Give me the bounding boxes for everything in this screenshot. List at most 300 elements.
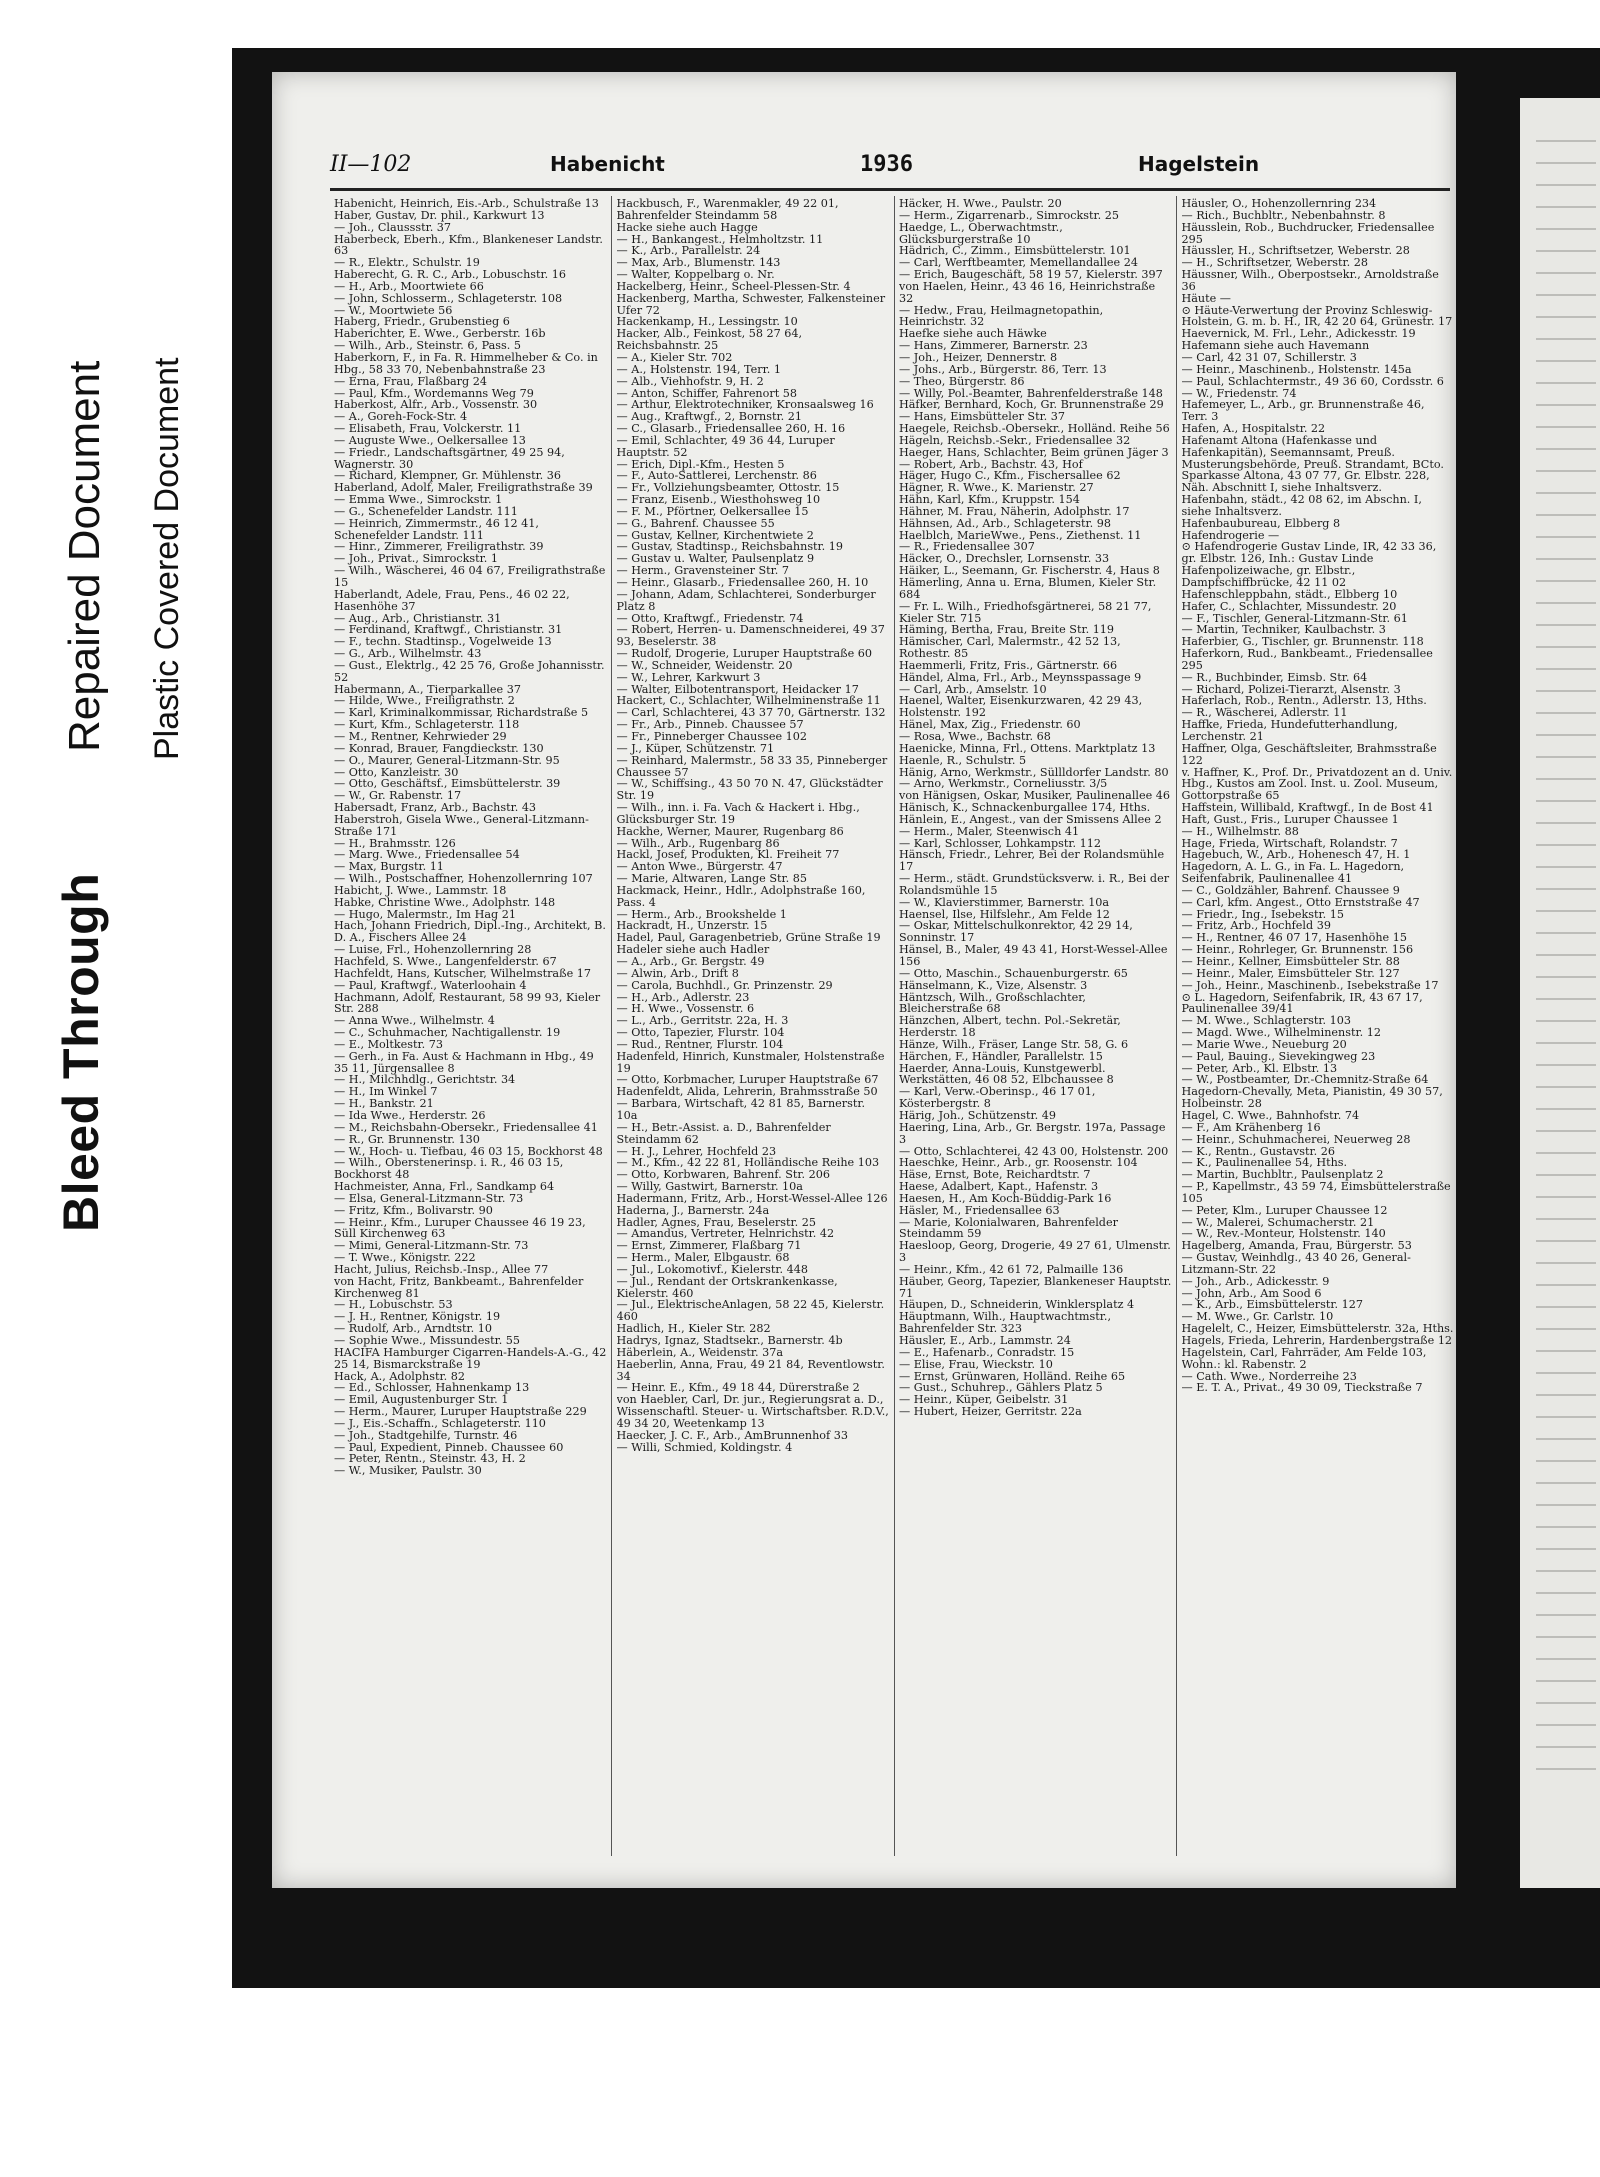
directory-entry: — H., Wilhelmstr. 88 (1181, 824, 1299, 838)
directory-entry: — Herm., Zigarrenarb., Simrockstr. 25 (899, 208, 1119, 222)
directory-entry: Hänel, Max, Zig., Friedenstr. 60 (899, 718, 1081, 732)
directory-entry: Hänisch, K., Schnackenburgallee 174, Hths. (899, 801, 1151, 815)
directory-entry: Hacker, Alb., Feinkost, 58 27 64, Reichsbahnstr. 25 (616, 327, 803, 353)
directory-entry: — Carl, 42 31 07, Schillerstr. 3 (1181, 350, 1357, 364)
directory-entry: — Johann, Adam, Schlachterei, Sonderburger Platz 8 (616, 587, 876, 613)
directory-entry: — Joh., Privat., Simrockstr. 1 (334, 552, 499, 566)
directory-entry: — Jul., Lokomotivf., Kielerstr. 448 (616, 1262, 808, 1276)
directory-entry: Haberstroh, Gisela Wwe., General-Litzmann-Straße 171 (334, 812, 589, 838)
directory-entry: — F., Tischler, General-Litzmann-Str. 61 (1181, 611, 1408, 625)
directory-entry: Hachfeld, S. Wwe., Langenfelderstr. 67 (334, 955, 557, 968)
directory-entry: Hafen, A., Hospitalstr. 22 (1181, 422, 1326, 436)
directory-entry: — H., Lobuschstr. 53 (334, 1298, 453, 1312)
directory-entry: — R., Wäscherei, Adlerstr. 11 (1181, 706, 1348, 720)
directory-entry: — Elisabeth, Frau, Volckerstr. 11 (334, 422, 522, 436)
directory-entry: — Friedr., Landschaftsgärtner, 49 25 94, Wagnerstr. 30 (334, 445, 565, 471)
directory-entry: — G., Bahrenf. Chaussee 55 (616, 516, 775, 530)
directory-entry: Hadler, Agnes, Frau, Beselerstr. 25 (616, 1215, 816, 1229)
directory-entry: Haferkorn, Rud., Bankbeamt., Friedensallee 295 (1181, 647, 1433, 672)
directory-entry: — Otto, Korbwaren, Bahrenf. Str. 206 (616, 1168, 830, 1182)
directory-entry: — Carl, Arb., Amselstr. 10 (899, 682, 1047, 696)
directory-entry: — Ernst, Grünwaren, Holländ. Reihe 65 (899, 1369, 1126, 1383)
directory-entry: — Emil, Augustenburger Str. 1 (334, 1393, 509, 1407)
directory-entry: Hafemann siehe auch Havemann (1181, 339, 1370, 353)
directory-entry: — E., Moltkestr. 73 (334, 1037, 443, 1051)
directory-entry: — J., Eis.-Schaffn., Schlageterstr. 110 (334, 1416, 546, 1430)
directory-entry: Hänlein, E., Angest., van der Smissens Allee 2 (899, 812, 1162, 826)
directory-entry: — Herm., Arb., Brookshelde 1 (616, 907, 787, 921)
directory-entry: Händel, Alma, Frl., Arb., Meynsspassage 9 (899, 670, 1142, 684)
directory-entry: — Carl, Werftbeamter, Memellandallee 24 (899, 256, 1138, 270)
directory-entry: Hagebuch, W., Arb., Hohenesch 47, H. 1 (1181, 848, 1411, 862)
directory-entry: — Wilh., inn. i. Fa. Vach & Hackert i. Hbg., Glücksburger Str. 19 (616, 801, 860, 826)
directory-entry: — Fr., Vollziehungsbeamter, Ottostr. 15 (616, 481, 840, 495)
directory-entry: — Heinr., Kfm., 42 61 72, Palmaille 136 (899, 1262, 1124, 1276)
directory-entry: — H., Bankangest., Helmholtzstr. 11 (616, 232, 824, 246)
directory-entry: — F. M., Pförtner, Oelkersallee 15 (616, 504, 809, 518)
directory-entry: — Heinr., Glasarb., Friedensallee 260, H. 10 (616, 576, 869, 589)
directory-entry: — Wilh., Arb., Rugenbarg 86 (616, 836, 780, 850)
directory-entry: Härig, Joh., Schützenstr. 49 (899, 1108, 1056, 1122)
directory-entry: — Erna, Frau, Flaßbarg 24 (334, 374, 487, 388)
directory-entry: Hagelelt, C., Heizer, Eimsbüttelerstr. 32a, Hths. (1181, 1322, 1454, 1336)
directory-entry: — Johs., Arb., Bürgerstr. 86, Terr. 13 (899, 362, 1107, 376)
directory-entry: — Gustav, Kellner, Kirchentwiete 2 (616, 528, 814, 542)
directory-entry: Häger, Hugo C., Kfm., Fischersallee 62 (899, 469, 1121, 483)
directory-entry: Hackenkamp, H., Lessingstr. 10 (616, 315, 798, 329)
directory-entry: — Emma Wwe., Simrockstr. 1 (334, 493, 503, 507)
directory-entry: — H., Arb., Moortwiete 66 (334, 279, 484, 293)
directory-entry: — W., Gr. Rabenstr. 17 (334, 789, 462, 803)
directory-entry: — H., Betr.-Assist. a. D., Bahrenfelder Steindamm 62 (616, 1120, 831, 1146)
directory-entry: ⊙ Hafendrogerie Gustav Linde, IR, 42 33 36, gr. Elbstr. 126, Inh.: Gustav Linde (1181, 540, 1437, 566)
directory-entry: — H., Im Winkel 7 (334, 1085, 438, 1099)
directory-entry: — Willi, Schmied, Koldingstr. 4 (616, 1440, 793, 1454)
directory-entry: — W., Schneider, Weidenstr. 20 (616, 658, 793, 672)
directory-entry: — W., Musiker, Paulstr. 30 (334, 1464, 482, 1478)
directory-entry: Hackhe, Werner, Maurer, Rugenbarg 86 (616, 824, 844, 838)
directory-column-3 (899, 198, 1172, 1858)
directory-entry: — Fr., Pinneberger Chaussee 102 (616, 729, 808, 743)
directory-entry: Hagelberg, Amanda, Frau, Bürgerstr. 53 (1181, 1239, 1412, 1253)
directory-entry: — Auguste Wwe., Oelkersallee 13 (334, 433, 526, 447)
directory-entry: — F., Auto-Sattlerei, Lerchenstr. 86 (616, 469, 817, 483)
directory-entry: — Martin, Techniker, Kaulbachstr. 3 (1181, 623, 1386, 637)
directory-entry: — T. Wwe., Königstr. 222 (334, 1251, 476, 1265)
directory-entry: Habersadt, Franz, Arb., Bachstr. 43 (334, 801, 537, 815)
directory-entry: — H. J., Lehrer, Hochfeld 23 (616, 1144, 777, 1158)
directory-entry: Hafendrogerie — (1181, 528, 1280, 542)
directory-entry: — A., Goreh-Fock-Str. 4 (334, 410, 468, 424)
directory-entry: — Gustav u. Walter, Paulsenplatz 9 (616, 552, 815, 566)
directory-entry: — Carl, kfm. Angest., Otto Ernststraße 47 (1181, 895, 1420, 909)
directory-entry: — Wilh., Arb., Steinstr. 6, Pass. 5 (334, 339, 522, 353)
directory-entry: Haferbier, G., Tischler, gr. Brunnenstr. 118 (1181, 635, 1424, 649)
directory-entry: Haeger, Hans, Schlachter, Beim grünen Jäger 3 (899, 445, 1169, 459)
directory-entry: Haering, Lina, Arb., Gr. Bergstr. 197a, Passage 3 (899, 1120, 1166, 1146)
directory-entry: Haecker, J. C. F., Arb., AmBrunnenhof 33 (616, 1428, 848, 1442)
directory-entry: HACIFA Hamburger Cigarren-Handels-A.-G., 42 25 14, Bismarckstraße 19 (334, 1345, 607, 1371)
directory-entry: — Franz, Eisenb., Wiesthohsweg 10 (616, 493, 821, 507)
directory-entry: Hafer, C., Schlachter, Missundestr. 20 (1181, 599, 1397, 613)
directory-entry: Häcker, H. Wwe., Paulstr. 20 (899, 198, 1062, 210)
directory-entry: — Friedr., Ing., Isebekstr. 15 (1181, 907, 1345, 921)
directory-entry: Haber, Gustav, Dr. phil., Karkwurt 13 (334, 208, 545, 222)
directory-entry: — Jul., Rendant der Ortskrankenkasse, Kielerstr. 460 (616, 1274, 838, 1300)
directory-entry: — Heinr. E., Kfm., 49 18 44, Dürerstraße 2 (616, 1381, 860, 1395)
directory-entry: Haelblch, MarieWwe., Pens., Ziethenst. 11 (899, 528, 1142, 542)
directory-entry: — Heinr., Schuhmacherei, Neuerweg 28 (1181, 1132, 1411, 1146)
directory-entry: — Paul, Kraftwgf., Waterloohain 4 (334, 978, 527, 992)
header-year: 1936 (860, 152, 913, 177)
directory-entry: Häusler, E., Arb., Lammstr. 24 (899, 1334, 1071, 1347)
directory-entry: — Joh., Stadtgehilfe, Turnstr. 46 (334, 1428, 518, 1442)
directory-entry: — Herm., städt. Grundstücksverw. i. R., Bei der Rolandsmühle 15 (899, 872, 1170, 897)
directory-entry: Haberbeck, Eberh., Kfm., Blankeneser Landstr. 63 (334, 232, 603, 258)
directory-entry: — W., Schiffsing., 43 50 70 N. 47, Glückstädter Str. 19 (616, 777, 883, 803)
directory-entry: Häiker, L., Seemann, Gr. Fischerstr. 4, Haus 8 (899, 564, 1160, 578)
directory-entry: — Paul, Kfm., Wordemanns Weg 79 (334, 386, 534, 400)
directory-entry: Häsler, M., Friedensallee 63 (899, 1203, 1060, 1217)
directory-entry: Häuptmann, Wilh., Hauptwachtmstr., Bahrenfelder Str. 323 (899, 1310, 1111, 1336)
directory-entry: — Otto, Maschin., Schauenburgerstr. 65 (899, 966, 1128, 980)
directory-entry: — Konrad, Brauer, Fangdieckstr. 130 (334, 741, 544, 755)
directory-entry: — Richard, Polizei-Tierarzt, Alsenstr. 3 (1181, 682, 1401, 696)
directory-entry: Haevernick, M. Frl., Lehr., Adickesstr. 19 (1181, 327, 1416, 341)
directory-entry: — Herm., Maler, Steenwisch 41 (899, 824, 1080, 838)
directory-entry: — C., Glasarb., Friedensallee 260, H. 16 (616, 422, 846, 436)
directory-entry: Haberecht, G. R. C., Arb., Lobuschstr. 16 (334, 268, 566, 282)
directory-entry: — Cath. Wwe., Norderreihe 23 (1181, 1369, 1357, 1383)
directory-entry: — Erich, Baugeschäft, 58 19 57, Kielerstr. 397 (899, 268, 1163, 282)
directory-entry: — Karl, Verw.-Oberinsp., 46 17 01, Kösterbergstr. 8 (899, 1085, 1096, 1111)
page-number: II—102 (330, 152, 412, 177)
directory-entry: — Ida Wwe., Herderstr. 26 (334, 1108, 486, 1122)
directory-entry: Häute — (1181, 291, 1231, 305)
directory-entry: — Arno, Werkmstr., Corneliusstr. 3/5 (899, 777, 1108, 791)
directory-entry: Hafemeyer, L., Arb., gr. Brunnenstraße 46, Terr. 3 (1181, 398, 1425, 424)
directory-entry: — Peter, Rentn., Steinstr. 43, H. 2 (334, 1452, 526, 1466)
directory-entry: — A., Kieler Str. 702 (616, 350, 733, 364)
directory-entry: — P., Kapellmstr., 43 59 74, Eimsbüttelerstraße 105 (1181, 1180, 1451, 1205)
directory-entry: — John, Schlosserm., Schlageterstr. 108 (334, 291, 563, 305)
directory-entry: Hacht, Julius, Reichsb.-Insp., Allee 77 (334, 1262, 549, 1276)
directory-entry: — Barbara, Wirtschaft, 42 81 85, Barnerstr. 10a (616, 1097, 866, 1122)
directory-entry: — Luise, Frl., Hohenzollernring 28 (334, 943, 532, 957)
directory-entry: Hägner, R. Wwe., K. Marienstr. 27 (899, 481, 1094, 495)
directory-entry: — Alwin, Arb., Drift 8 (616, 966, 739, 980)
directory-entry: Haesloop, Georg, Drogerie, 49 27 61, Ulmenstr. 3 (899, 1239, 1171, 1265)
directory-entry: — Max, Arb., Blumenstr. 143 (616, 256, 781, 270)
directory-entry: Häntzsch, Wilh., Großschlachter, Bleicherstraße 68 (899, 990, 1086, 1016)
directory-entry: Hähnsen, Ad., Arb., Schlageterstr. 98 (899, 516, 1112, 530)
directory-entry: Hagels, Frieda, Lehrerin, Hardenbergstraße 12 (1181, 1334, 1453, 1347)
directory-entry: — J. H., Rentner, Königstr. 19 (334, 1310, 501, 1324)
directory-entry: — Ernst, Zimmerer, Flaßbarg 71 (616, 1239, 802, 1253)
directory-entry: Haberkorn, F., in Fa. R. Himmelheber & Co. in Hbg., 58 33 70, Nebenbahnstraße 23 (334, 350, 598, 376)
directory-columns (334, 198, 1454, 1858)
directory-entry: — Joh., Claussstr. 37 (334, 220, 452, 234)
directory-entry: — Wilh., Wäscherei, 46 04 67, Freiligrathstraße 15 (334, 564, 606, 589)
header-rule (330, 188, 1450, 191)
directory-entry: — Max, Burgstr. 11 (334, 860, 444, 874)
directory-entry: — Rosa, Wwe., Bachstr. 68 (899, 729, 1051, 743)
directory-entry: — H., Rentner, 46 07 17, Hasenhöhe 15 (1181, 931, 1407, 945)
directory-entry: — H., Brahmsstr. 126 (334, 836, 456, 850)
directory-entry: — Willy, Pol.-Beamter, Bahrenfelderstraße 148 (899, 386, 1163, 400)
directory-entry: — Hilde, Wwe., Freiligrathstr. 2 (334, 694, 515, 708)
directory-entry: — W., Klavierstimmer, Barnerstr. 10a (899, 895, 1110, 909)
directory-entry: — Wilh., Postschaffner, Hohenzollernring 107 (334, 872, 593, 886)
directory-entry: — H., Milchhdlg., Gerichtstr. 34 (334, 1073, 516, 1087)
directory-entry: — Amandus, Vertreter, Helnrichstr. 42 (616, 1227, 835, 1241)
directory-entry: Hänig, Arno, Werkmstr., Süllldorfer Landstr. 80 (899, 765, 1169, 779)
directory-entry: — Mimi, General-Litzmann-Str. 73 (334, 1239, 529, 1253)
directory-entry: Haberichter, E. Wwe., Gerberstr. 16b (334, 327, 546, 341)
directory-entry: Hagel, C. Wwe., Bahnhofstr. 74 (1181, 1108, 1360, 1122)
directory-entry: Habermann, A., Tierparkallee 37 (334, 682, 521, 696)
directory-entry: Hackradt, H., Unzerstr. 15 (616, 919, 768, 933)
directory-entry: — Otto, Geschäftsf., Eimsbüttelerstr. 39 (334, 777, 561, 791)
directory-entry: — G., Schenefelder Landstr. 111 (334, 504, 518, 518)
directory-entry: Hadermann, Fritz, Arb., Horst-Wessel-Allee 126 (616, 1191, 888, 1205)
directory-entry: — Fr., Arb., Pinneb. Chaussee 57 (616, 718, 804, 732)
directory-entry: — W., Hoch- u. Tiefbau, 46 03 15, Bockhorst 48 (334, 1144, 603, 1158)
directory-entry: Haberkost, Alfr., Arb., Vossenstr. 30 (334, 398, 538, 412)
directory-entry: — Carola, Buchhdl., Gr. Prinzenstr. 29 (616, 978, 833, 992)
directory-entry: — Martin, Buchbltr., Paulsenplatz 2 (1181, 1168, 1384, 1182)
directory-entry: — Otto, Kraftwgf., Friedenstr. 74 (616, 611, 804, 625)
directory-entry: — E., Hafenarb., Conradstr. 15 (899, 1345, 1075, 1359)
directory-entry: Hackmack, Heinr., Hdlr., Adolphstraße 160, Pass. 4 (616, 883, 866, 909)
directory-entry: — Paul, Expedient, Pinneb. Chaussee 60 (334, 1440, 564, 1454)
directory-entry: — Gerh., in Fa. Aust & Hachmann in Hbg., 49 35 11, Jürgensallee 8 (334, 1049, 594, 1075)
directory-entry: — W., Malerei, Schumacherstr. 21 (1181, 1215, 1375, 1229)
directory-entry: — Elise, Frau, Wieckstr. 10 (899, 1357, 1053, 1371)
directory-entry: — W., Rev.-Monteur, Holstenstr. 140 (1181, 1227, 1386, 1241)
directory-entry: Hafenpolizeiwache, gr. Elbstr., Dampfschiffbrücke, 42 11 02 (1181, 564, 1356, 589)
directory-entry: Hämischer, Carl, Malermstr., 42 52 13, Rothestr. 85 (899, 635, 1121, 661)
directory-entry: von Hacht, Fritz, Bankbeamt., Bahrenfelder Kirchenweg 81 (334, 1274, 584, 1300)
directory-entry: Haedge, L., Oberwachtmstr., Glücksburgerstraße 10 (899, 220, 1063, 246)
directory-entry: Hänselmann, K., Vize, Alsenstr. 3 (899, 978, 1088, 992)
directory-entry: — Rich., Buchbltr., Nebenbahnstr. 8 (1181, 208, 1386, 222)
directory-entry: — R., Buchbinder, Eimsb. Str. 64 (1181, 670, 1368, 684)
directory-entry: Häupen, D., Schneiderin, Winklersplatz 4 (899, 1298, 1135, 1312)
directory-entry: — F., techn. Stadtinsp., Vogelweide 13 (334, 635, 552, 649)
directory-entry: — Heinr., Maler, Eimsbütteler Str. 127 (1181, 966, 1400, 980)
directory-entry: — Gustav, Stadtinsp., Reichsbahnstr. 19 (616, 540, 844, 554)
directory-entry: — A., Holstenstr. 194, Terr. 1 (616, 362, 781, 376)
directory-entry: — W., Postbeamter, Dr.-Chemnitz-Straße 64 (1181, 1073, 1429, 1087)
directory-entry: — J., Küper, Schützenstr. 71 (616, 741, 775, 755)
header-right-keyword: Hagelstein (1138, 152, 1260, 176)
directory-entry: — Rudolf, Drogerie, Luruper Hauptstraße 60 (616, 647, 872, 661)
directory-entry: — L., Arb., Gerritstr. 22a, H. 3 (616, 1014, 789, 1028)
label-repaired-document: Repaired Document (60, 360, 109, 752)
directory-entry: — F., Am Krähenberg 16 (1181, 1120, 1321, 1134)
directory-entry: — Hans, Zimmerer, Barnerstr. 23 (899, 339, 1088, 353)
directory-entry: — Heinrich, Zimmermstr., 46 12 41, Schenefelder Landstr. 111 (334, 516, 539, 542)
directory-entry: — K., Arb., Parallelstr. 24 (616, 244, 761, 258)
directory-entry: Hägeln, Reichsb.-Sekr., Friedensallee 32 (899, 433, 1131, 447)
directory-entry: — Herm., Maurer, Luruper Hauptstraße 229 (334, 1405, 587, 1419)
directory-entry: — H., Bankstr. 21 (334, 1097, 434, 1111)
directory-entry: Haberlandt, Adele, Frau, Pens., 46 02 22, Hasenhöhe 37 (334, 587, 570, 613)
directory-entry: — Marg. Wwe., Friedensallee 54 (334, 848, 520, 862)
directory-entry: Häberlein, A., Weidenstr. 37a (616, 1345, 784, 1359)
directory-entry: — Willy, Gastwirt, Barnerstr. 10a (616, 1180, 803, 1194)
directory-entry: Hafenschleppbahn, städt., Elbberg 10 (1181, 587, 1398, 601)
directory-entry: — Gust., Schuhrep., Gählers Platz 5 (899, 1381, 1103, 1395)
directory-entry: — W., Moortwiete 56 (334, 303, 453, 317)
directory-column-1 (334, 198, 607, 1858)
directory-entry: — Hans, Eimsbütteler Str. 37 (899, 410, 1066, 424)
directory-entry: Hackl, Josef, Produkten, Kl. Freiheit 77 (616, 848, 840, 862)
directory-entry: — C., Goldzähler, Bahrenf. Chaussee 9 (1181, 883, 1400, 897)
directory-entry: — K., Paulinenallee 54, Hths. (1181, 1156, 1348, 1170)
directory-entry: — R., Gr. Brunnenstr. 130 (334, 1132, 480, 1146)
directory-entry: Häfker, Bernhard, Koch, Gr. Brunnenstraße 29 (899, 398, 1164, 412)
directory-entry: Hafenbahn, städt., 42 08 62, im Abschn. I, siehe Inhaltsverz. (1181, 493, 1422, 518)
directory-entry: Haberland, Adolf, Maler, Freiligrathstraße 39 (334, 481, 593, 495)
directory-entry: Haemmerli, Fritz, Fris., Gärtnerstr. 66 (899, 658, 1118, 672)
directory-entry: — H., Schriftsetzer, Weberstr. 28 (1181, 256, 1369, 270)
directory-entry: — Anton, Schiffer, Fahrenort 58 (616, 386, 798, 400)
directory-entry: — Fritz, Kfm., Bolivarstr. 90 (334, 1203, 493, 1217)
directory-entry: — Joh., Heinr., Maschinenb., Isebekstraße 17 (1181, 978, 1439, 992)
directory-entry: Hagedorn-Chevally, Meta, Pianistin, 49 30 57, Holbeinstr. 28 (1181, 1085, 1443, 1111)
directory-entry: — Ed., Schlosser, Hahnenkamp 13 (334, 1381, 530, 1395)
page-header (330, 148, 1450, 184)
directory-entry: — M., Reichsbahn-Obersekr., Friedensallee 41 (334, 1120, 598, 1134)
directory-entry: Haffner, Olga, Geschäftsleiter, Brahmsstraße 122 (1181, 741, 1437, 767)
directory-entry: Häuber, Georg, Tapezier, Blankeneser Hauptstr. 71 (899, 1274, 1172, 1300)
directory-entry: — Theo, Bürgerstr. 86 (899, 374, 1025, 388)
directory-entry: Hänsch, Friedr., Lehrer, Bei der Rolandsmühle 17 (899, 848, 1165, 874)
directory-entry: — Anton Wwe., Bürgerstr. 47 (616, 860, 783, 874)
directory-entry: — G., Arb., Wilhelmstr. 43 (334, 647, 482, 661)
directory-entry: — Anna Wwe., Wilhelmstr. 4 (334, 1014, 495, 1028)
directory-entry: Hänze, Wilh., Fräser, Lange Str. 58, G. 6 (899, 1037, 1129, 1051)
directory-entry: ⊙ Häute-Verwertung der Provinz Schleswig-Holstein, G. m. b. H., IR, 42 20 64, Grünestr. 17 (1181, 303, 1453, 329)
directory-entry: Haenle, R., Schulstr. 5 (899, 753, 1027, 767)
directory-entry: — Rudolf, Arb., Arndtstr. 10 (334, 1322, 492, 1336)
directory-entry: v. Haffner, K., Prof. Dr., Privatdozent an d. Univ. Hbg., Kustos am Zool. Inst. u. Zool. Museum, Gottorpstraße 65 (1181, 765, 1453, 803)
directory-entry: — H., Arb., Adlerstr. 23 (616, 990, 750, 1004)
directory-entry: Hackelberg, Heinr., Scheel-Plessen-Str. 4 (616, 279, 851, 293)
directory-entry: Häusslein, Rob., Buchdrucker, Friedensallee 295 (1181, 220, 1435, 246)
directory-entry: Hadenfeld, Hinrich, Kunstmaler, Holstenstraße 19 (616, 1049, 885, 1075)
directory-entry: — M. Wwe., Schlagterstr. 103 (1181, 1014, 1352, 1028)
label-bleed-through: Bleed Through (53, 872, 109, 1232)
directory-column-4 (1182, 198, 1455, 1858)
directory-entry: — Karl, Schlosser, Lohkampstr. 112 (899, 836, 1102, 850)
directory-entry: Hadlich, H., Kieler Str. 282 (616, 1322, 771, 1336)
directory-entry: Haeberlin, Anna, Frau, 49 21 84, Reventlowstr. 34 (616, 1357, 885, 1383)
directory-entry: — Herm., Gravensteiner Str. 7 (616, 564, 790, 578)
directory-entry: Hage, Frieda, Wirtschaft, Rolandstr. 7 (1181, 836, 1398, 850)
directory-entry: — O., Maurer, General-Litzmann-Str. 95 (334, 753, 560, 767)
directory-entry: Häussner, Wilh., Oberpostsekr., Arnoldstraße 36 (1181, 268, 1439, 293)
directory-entry: — K., Rentn., Gustavstr. 26 (1181, 1144, 1335, 1158)
directory-entry: — Robert, Herren- u. Damenschneiderei, 49 37 93, Beselerstr. 38 (616, 623, 885, 649)
directory-entry: — A., Arb., Gr. Bergstr. 49 (616, 955, 765, 968)
directory-entry: Hädrich, C., Zimm., Eimsbüttelerstr. 101 (899, 244, 1131, 258)
directory-entry: — Joh., Arb., Adickesstr. 9 (1181, 1274, 1330, 1288)
directory-entry: — Oskar, Mittelschulkonrektor, 42 29 14, Sonninstr. 17 (899, 919, 1133, 945)
directory-entry: — Walter, Eilbotentransport, Heidacker 17 (616, 682, 859, 696)
directory-entry: — Kurt, Kfm., Schlageterstr. 118 (334, 718, 520, 732)
directory-entry: — Hedw., Frau, Heilmagnetopathin, Heinrichstr. 32 (899, 303, 1104, 329)
directory-entry: — Herm., Maler, Elbgaustr. 68 (616, 1251, 790, 1265)
directory-entry: — Carl, Schlachterei, 43 37 70, Gärtnerstr. 132 (616, 706, 886, 720)
adjacent-page-text-lines (1536, 140, 1596, 1780)
directory-entry: Hadeler siehe auch Hadler (616, 943, 770, 957)
directory-entry: — Arthur, Elektrotechniker, Kronsaalsweg 16 (616, 398, 874, 412)
directory-entry: Haffstein, Willibald, Kraftwgf., In de Bost 41 (1181, 801, 1434, 815)
directory-entry: Hänsel, B., Maler, 49 43 41, Horst-Wessel-Allee 156 (899, 943, 1168, 968)
directory-entry: Hacke siehe auch Hagge (616, 220, 758, 234)
side-label-strip (0, 48, 232, 1988)
directory-entry: — Sophie Wwe., Missundestr. 55 (334, 1334, 521, 1347)
directory-entry: Haese, Adalbert, Kapt., Hafenstr. 3 (899, 1180, 1099, 1194)
directory-entry: Hackert, C., Schlachter, Wilhelminenstraße 11 (616, 694, 881, 708)
directory-entry: — Paul, Schlachtermstr., 49 36 60, Cordsstr. 6 (1181, 374, 1444, 388)
directory-entry: — R., Elektr., Schulstr. 19 (334, 256, 480, 270)
directory-entry: Habenicht, Heinrich, Eis.-Arb., Schulstraße 13 (334, 198, 599, 210)
directory-entry: — Hinr., Zimmerer, Freiligrathstr. 39 (334, 540, 544, 554)
directory-entry: Hafenbaubureau, Elbberg 8 (1181, 516, 1341, 530)
directory-entry: — Peter, Arb., Kl. Elbstr. 13 (1181, 1061, 1338, 1075)
directory-entry: — M., Kfm., 42 22 81, Holländische Reihe 103 (616, 1156, 880, 1170)
directory-entry: Häussler, H., Schriftsetzer, Weberstr. 28 (1181, 244, 1410, 258)
directory-entry: Hachmann, Adolf, Restaurant, 58 99 93, Kieler Str. 288 (334, 990, 601, 1016)
directory-entry: von Haelen, Heinr., 43 46 16, Heinrichstraße 32 (899, 279, 1156, 305)
directory-entry: — Hugo, Malermstr., Im Hag 21 (334, 907, 516, 921)
directory-entry: — Otto, Korbmacher, Luruper Hauptstraße 67 (616, 1073, 879, 1087)
directory-entry: Hackbusch, F., Warenmakler, 49 22 01, Bahrenfelder Steindamm 58 (616, 198, 839, 222)
directory-entry: Haerder, Anna-Louis, Kunstgewerbl. Werkstätten, 46 08 52, Elbchaussee 8 (899, 1061, 1114, 1087)
directory-entry: — Marie, Kolonialwaren, Bahrenfelder Steindamm 59 (899, 1215, 1118, 1241)
directory-entry: Hackenberg, Martha, Schwester, Falkensteiner Ufer 72 (616, 291, 886, 317)
directory-entry: — Walter, Koppelbarg o. Nr. (616, 268, 775, 282)
directory-entry: Hachmeister, Anna, Frl., Sandkamp 64 (334, 1180, 555, 1194)
directory-entry: — M. Wwe., Gr. Carlstr. 10 (1181, 1310, 1334, 1324)
directory-entry: — Otto, Kanzleistr. 30 (334, 765, 459, 779)
directory-entry: — Joh., Heizer, Dennerstr. 8 (899, 350, 1058, 364)
directory-entry: Hämerling, Anna u. Erna, Blumen, Kieler Str. 684 (899, 576, 1157, 601)
directory-entry: Hachfeldt, Hans, Kutscher, Wilhelmstraße 17 (334, 966, 591, 980)
directory-entry: — Elsa, General-Litzmann-Str. 73 (334, 1191, 524, 1205)
directory-entry: — Ferdinand, Kraftwgf., Christianstr. 31 (334, 623, 563, 637)
directory-entry: — K., Arb., Eimsbüttelerstr. 127 (1181, 1298, 1363, 1312)
directory-entry: — Heinr., Kellner, Eimsbütteler Str. 88 (1181, 955, 1400, 968)
directory-column-2 (617, 198, 890, 1858)
directory-entry: Haegele, Reichsb.-Obersekr., Holländ. Reihe 56 (899, 422, 1170, 436)
directory-entry: Haenel, Walter, Eisenkurzwaren, 42 29 43, Holstenstr. 192 (899, 694, 1143, 720)
directory-entry: ⊙ L. Hagedorn, Seifenfabrik, IR, 43 67 17, Paulinenallee 39/41 (1181, 990, 1423, 1016)
directory-entry: Hack, A., Adolphstr. 82 (334, 1369, 465, 1383)
directory-entry: — M., Rentner, Kehrwieder 29 (334, 729, 507, 743)
directory-entry: — Robert, Arb., Bachstr. 43, Hof (899, 457, 1083, 471)
directory-entry: — Fr. L. Wilh., Friedhofsgärtnerei, 58 21 77, Kieler Str. 715 (899, 599, 1152, 625)
directory-entry: — Jul., ElektrischeAnlagen, 58 22 45, Kielerstr. 460 (616, 1298, 885, 1324)
directory-entry: — Marie Wwe., Neueburg 20 (1181, 1037, 1347, 1051)
directory-entry: — Otto, Tapezier, Flurstr. 104 (616, 1026, 785, 1040)
directory-entry: — Gustav, Weinhdlg., 43 40 26, General-Litzmann-Str. 22 (1181, 1251, 1411, 1276)
directory-entry: — Karl, Kriminalkommissar, Richardstraße 5 (334, 706, 589, 720)
